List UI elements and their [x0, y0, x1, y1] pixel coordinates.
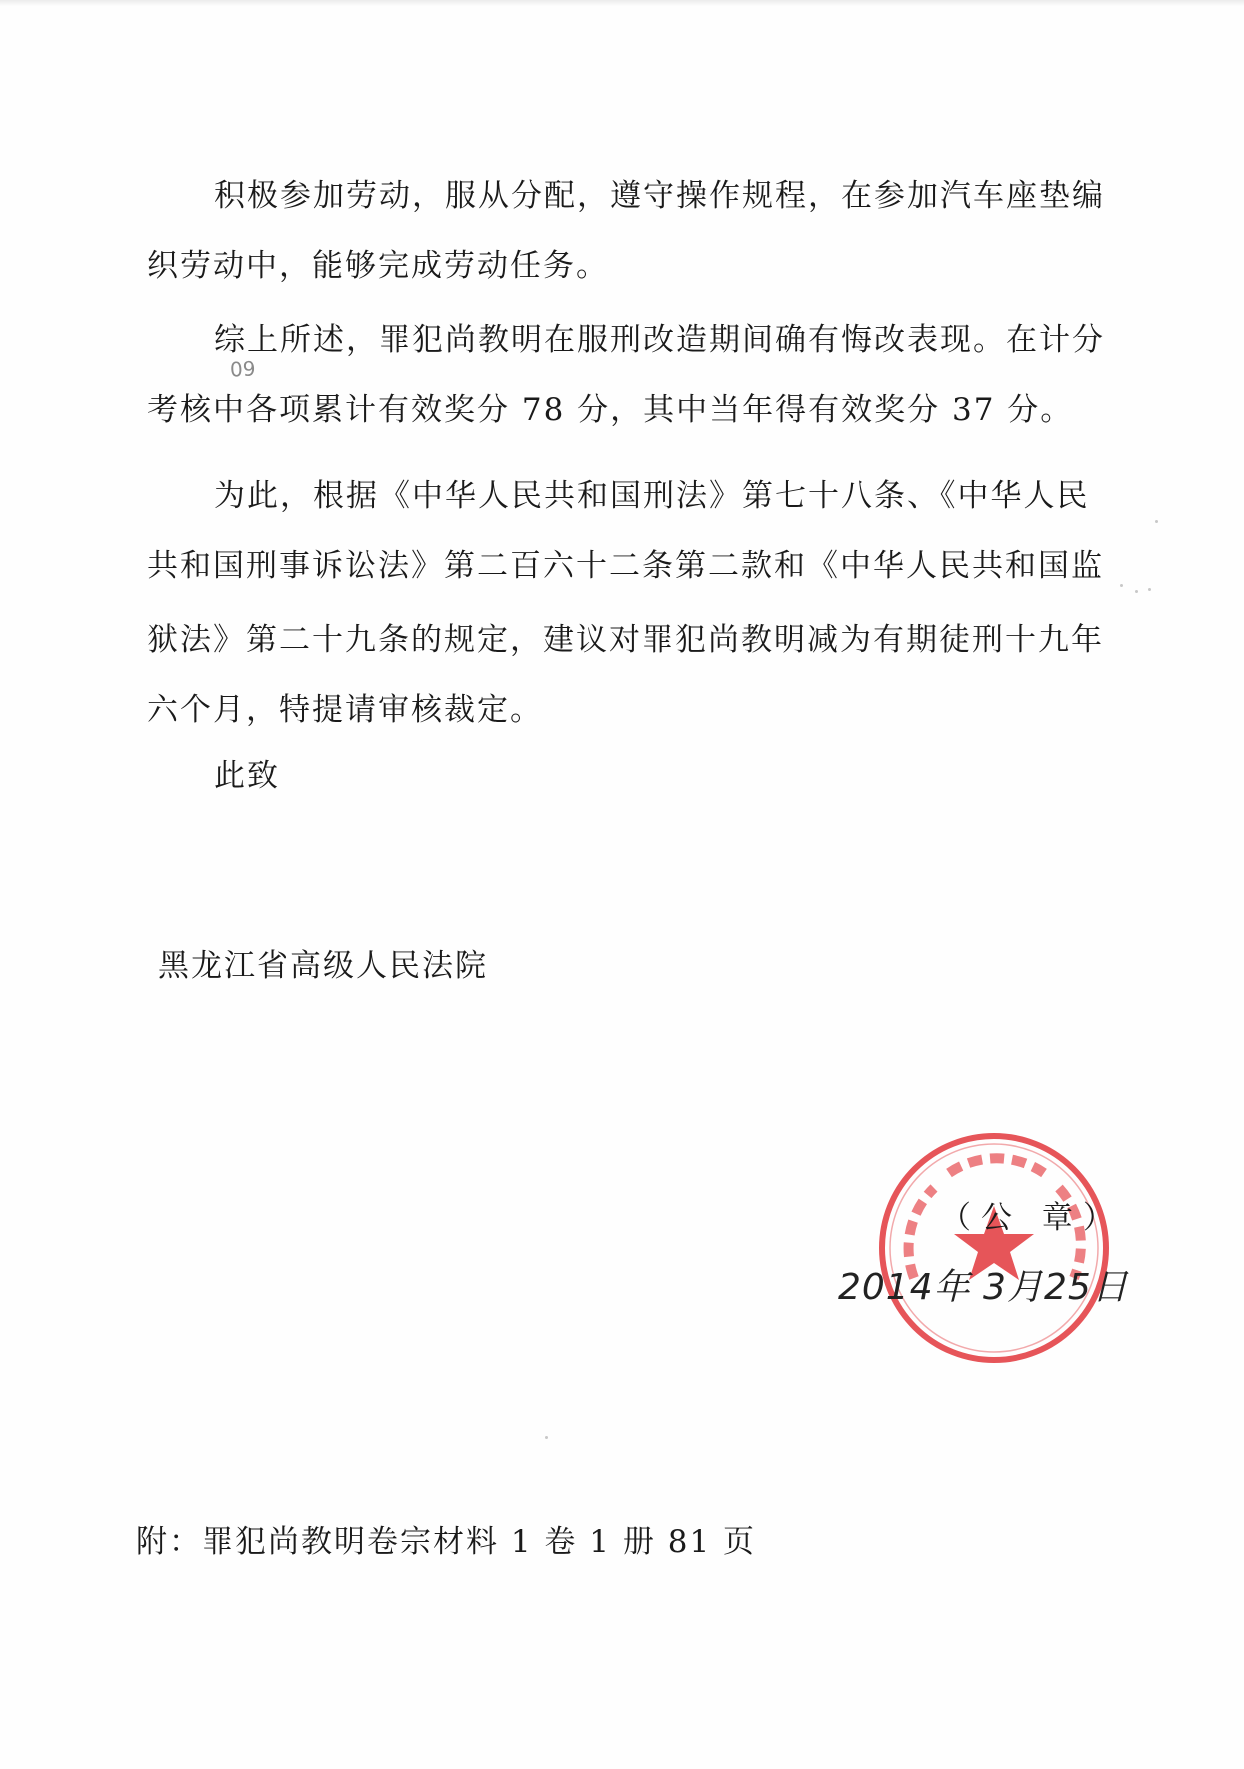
paragraph-line-4: 考核中各项累计有效奖分 78 分，其中当年得有效奖分 37 分。 [147, 392, 1074, 428]
official-seal-label: （公 章） [940, 1200, 1124, 1236]
paragraph-line-7: 狱法》第二十九条的规定，建议对罪犯尚教明减为有期徒刑十九年 [147, 622, 1104, 658]
salutation-line: 此致 [214, 758, 280, 794]
attachment-note: 附：罪犯尚教明卷宗材料 1 卷 1 册 81 页 [136, 1524, 757, 1560]
scan-speck [1155, 520, 1158, 523]
margin-handwritten-mark: 09 [229, 356, 257, 382]
scan-speck [1148, 588, 1151, 591]
paragraph-line-1: 积极参加劳动，服从分配，遵守操作规程，在参加汽车座垫编 [214, 178, 1105, 214]
scan-speck [1135, 590, 1138, 593]
scan-speck [1120, 584, 1123, 587]
scan-speck [545, 1436, 548, 1439]
paragraph-line-6: 共和国刑事诉讼法》第二百六十二条第二款和《中华人民共和国监 [147, 548, 1104, 584]
official-seal-stamp [874, 1128, 1114, 1368]
paragraph-line-3: 综上所述，罪犯尚教明在服刑改造期间确有悔改表现。在计分 [214, 322, 1105, 358]
court-name: 黑龙江省高级人民法院 [158, 948, 488, 984]
paragraph-line-8: 六个月，特提请审核裁定。 [147, 692, 543, 728]
handwritten-date: 2014年 3月25日 [838, 1267, 1129, 1308]
scan-top-edge [0, 0, 1244, 6]
paragraph-line-2: 织劳动中，能够完成劳动任务。 [147, 248, 609, 284]
paragraph-line-5: 为此，根据《中华人民共和国刑法》第七十八条、《中华人民 [214, 478, 1090, 514]
